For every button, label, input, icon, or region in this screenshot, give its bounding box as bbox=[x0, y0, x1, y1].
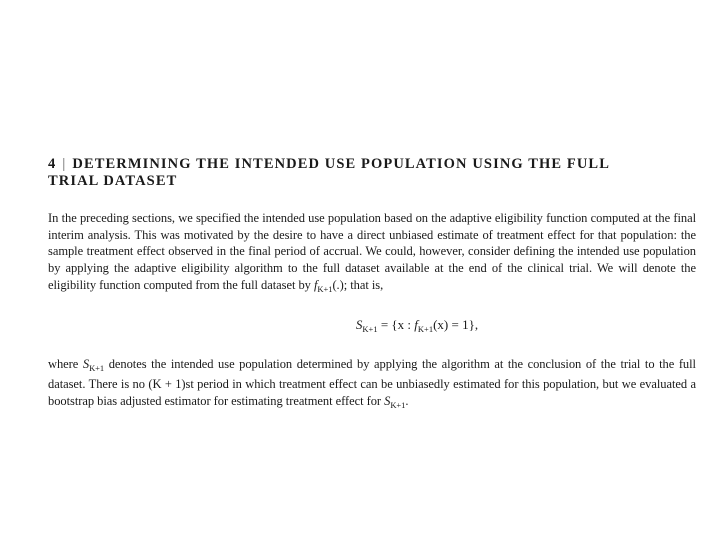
math-f-symbol: f bbox=[313, 277, 318, 292]
math-period-expression: (K + 1) bbox=[148, 377, 186, 392]
equation-rhs-open: = {x : bbox=[380, 316, 415, 332]
math-s2-symbol: S bbox=[384, 393, 391, 408]
section-number: 4 bbox=[48, 156, 57, 172]
section-separator: | bbox=[62, 156, 67, 172]
math-s-subscript: K+1 bbox=[89, 362, 105, 373]
paragraph-conclusion bbox=[48, 356, 696, 414]
display-equation bbox=[48, 316, 696, 334]
section-heading bbox=[48, 156, 696, 190]
equation-rhs-close: (x) = 1}, bbox=[433, 316, 479, 332]
equation-rhs-f-subscript: K+1 bbox=[417, 323, 434, 334]
math-s-symbol: S bbox=[82, 356, 90, 371]
paragraph-intro bbox=[48, 210, 696, 298]
paragraph-conclusion-end: . bbox=[405, 393, 409, 408]
equation-rhs-f: f bbox=[414, 316, 418, 332]
paper-page bbox=[48, 156, 696, 414]
section-title-line1: DETERMINING THE INTENDED USE POPULATION USING THE FULL bbox=[72, 156, 610, 172]
math-f-subscript: K+1 bbox=[317, 283, 333, 294]
paragraph-conclusion-after: st period in which treatment effect can be unbiasedly estimated for this population, but we evaluated a bootstrap bias adjusted estimator for estimating treatment effect for bbox=[48, 377, 696, 408]
paragraph-intro-tail: (.); that is, bbox=[332, 277, 384, 292]
equation-lhs: S bbox=[355, 316, 363, 332]
math-s2-subscript: K+1 bbox=[390, 399, 406, 410]
section-title-line2: TRIAL DATASET bbox=[48, 173, 178, 189]
paragraph-conclusion-where: where bbox=[48, 356, 83, 371]
paragraph-intro-text: In the preceding sections, we specified the intended use population based on the adaptive eligibility function computed at the final interim analysis. This was motivated by the desire to have a direct unbiased estimate of treatment effect for that population: the sample treatment effect observed in the final period of accrual. We could, however, consider defining the intended use population by applying the adaptive eligibility algorithm to the full dataset available at the end of the clinical trial. We will denote the eligibility function computed from the full dataset by bbox=[48, 211, 696, 292]
paragraph-conclusion-middle: denotes the intended use population determined by applying the algorithm at the conclusion of the trial to the full dataset. There is no bbox=[48, 356, 696, 392]
equation-lhs-subscript: K+1 bbox=[362, 323, 378, 334]
